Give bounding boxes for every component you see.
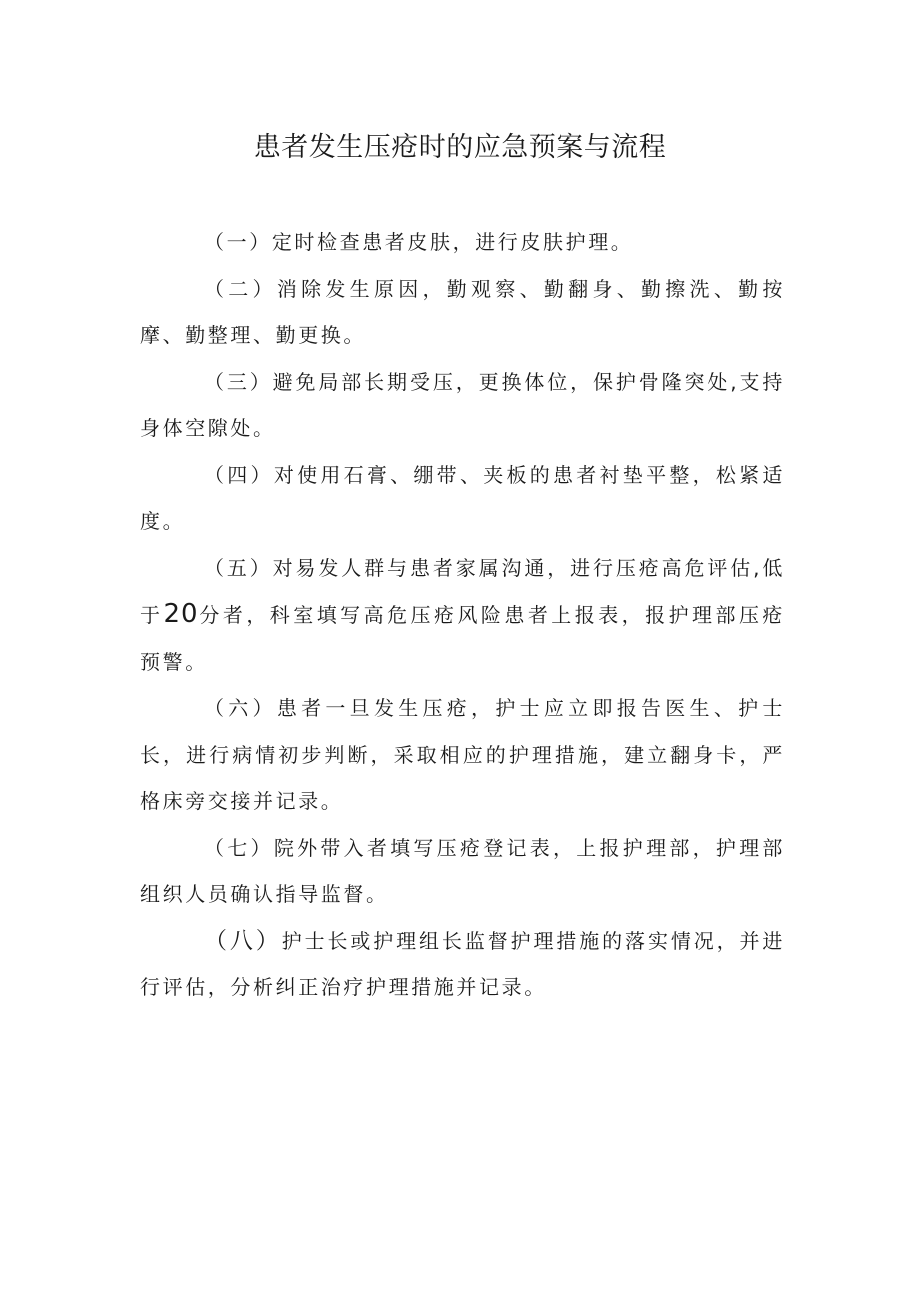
paragraph-marker: （五） xyxy=(204,555,273,580)
paragraph-marker: （四） xyxy=(204,462,274,487)
paragraph-marker: （二） xyxy=(204,276,277,301)
paragraph-marker: （七） xyxy=(204,835,274,860)
paragraph-text: 避免局部长期受压，更换体位，保护骨隆突处,支持身体空隙处。 xyxy=(140,369,785,440)
paragraph-marker: （六） xyxy=(204,696,277,720)
paragraph-text: 对易发人群与患者家属沟通，进行压疮高危评估,低于 xyxy=(140,555,785,627)
document-title: 患者发生压疮时的应急预案与流程 xyxy=(253,132,667,163)
paragraph-text: 分者，科室填写高危压疮风险患者上报表，报护理部压疮预警。 xyxy=(140,603,786,674)
paragraph-marker: （一） xyxy=(204,230,272,254)
paragraph-6 xyxy=(140,685,785,825)
paragraph-number: 20 xyxy=(163,599,199,629)
paragraph-8 xyxy=(140,918,785,1011)
paragraph-1 xyxy=(140,219,785,266)
paragraph-3 xyxy=(140,359,785,452)
paragraph-2 xyxy=(140,266,785,359)
paragraph-text: 定时检查患者皮肤，进行皮肤护理。 xyxy=(271,230,634,254)
paragraph-marker: （三） xyxy=(204,369,273,394)
paragraph-text: 患者一旦发生压疮，护士应立即报告医生、护士长，进行病情初步判断，采取相应的护理措施，建立翻身卡，严格床旁交接并记录。 xyxy=(140,696,785,813)
paragraph-7 xyxy=(140,825,785,918)
document-body xyxy=(140,219,785,1011)
paragraph-text: 护士长或护理组长监督护理措施的落实情况，并进行评估，分析纠正治疗护理措施并记录。 xyxy=(140,928,785,999)
paragraph-text: 消除发生原因，勤观察、勤翻身、勤擦洗、勤按摩、勤整理、勤更换。 xyxy=(140,276,785,347)
paragraph-text: 对使用石膏、绷带、夹板的患者衬垫平整，松紧适度。 xyxy=(140,462,785,533)
paragraph-marker: （八） xyxy=(204,927,282,954)
paragraph-5 xyxy=(140,545,785,686)
paragraph-4 xyxy=(140,452,785,545)
paragraph-text: 院外带入者填写压疮登记表，上报护理部，护理部组织人员确认指导监督。 xyxy=(140,835,785,906)
